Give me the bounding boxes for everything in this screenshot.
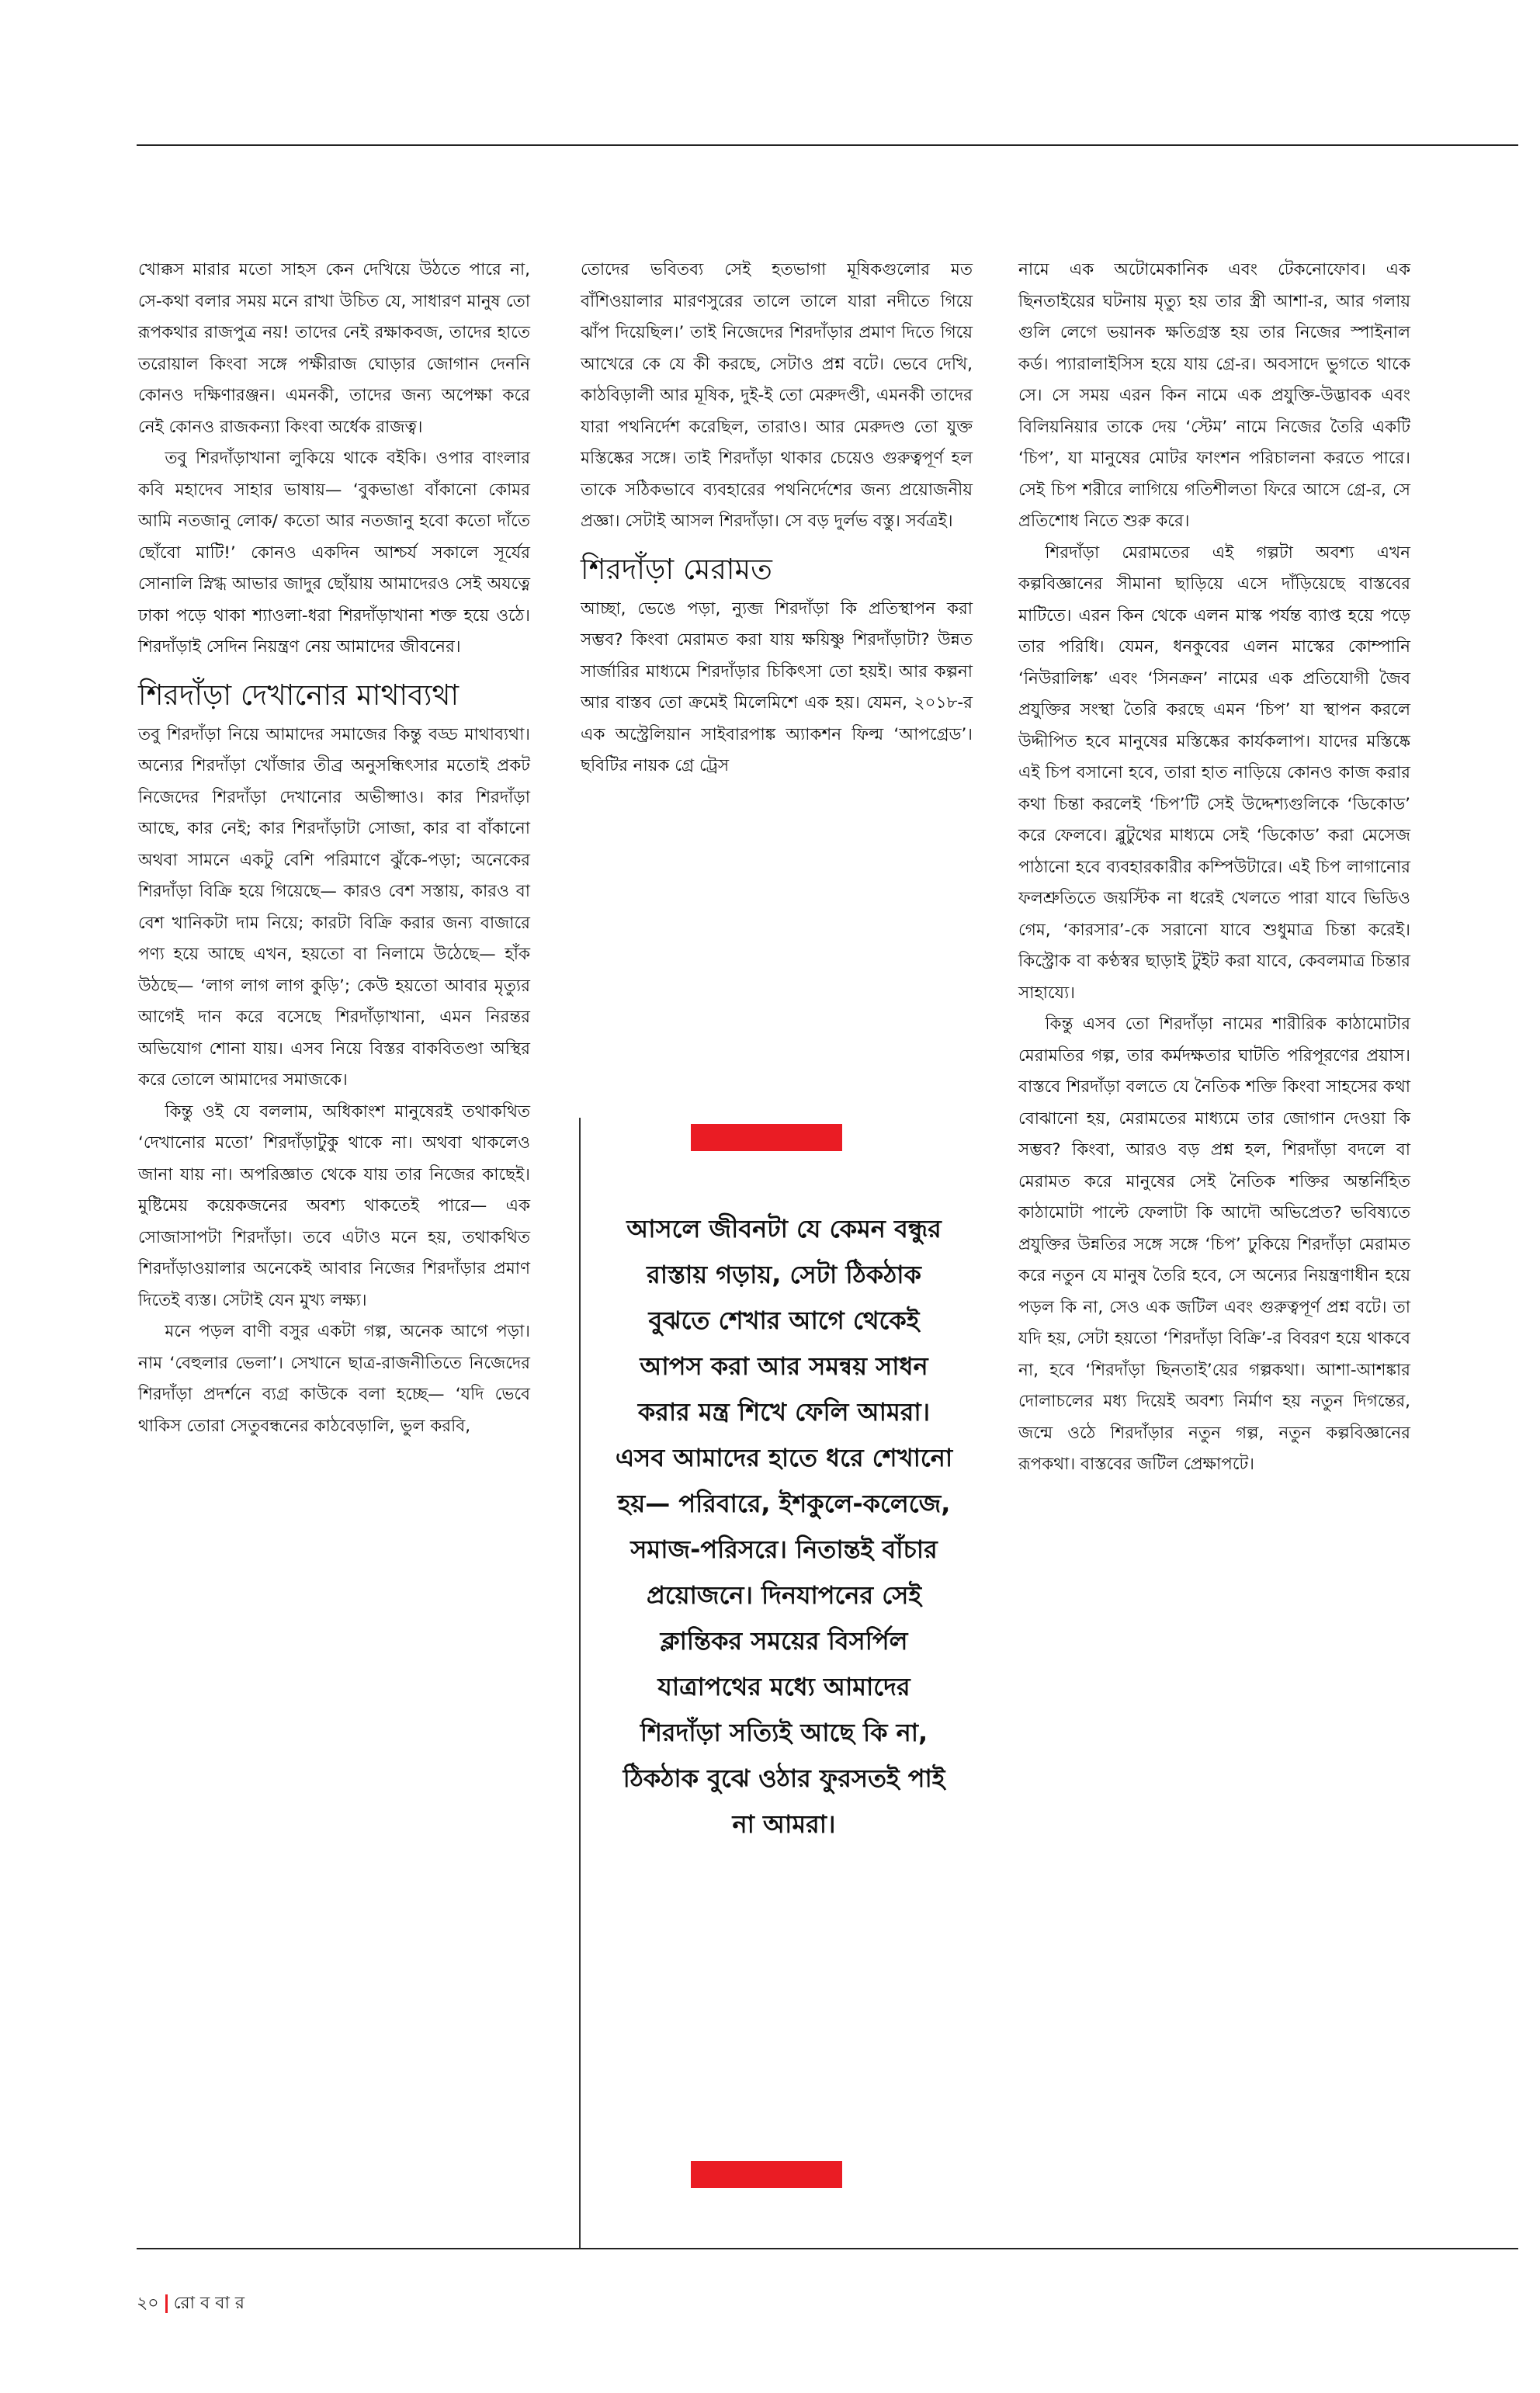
paragraph: শিরদাঁড়া মেরামতের এই গল্পটা অবশ্য এখন কল্পবিজ্ঞানের সীমানা ছাড়িয়ে এসে দাঁড়িয়েছে বাস্তবের মাটিতে। এরন কিন থেকে এলন মাস্ক পর্যন্ত ব্যাপ্ত হয়ে পড়ে তার পরিধি। যেমন, ধনকুবের এলন মাস্কের কোম্পানি ‘নিউরালিঙ্ক’ এবং ‘সিনক্রন’ নামের এক প্রতিযোগী জৈব প্রযুক্তির সংস্থা তৈরি করছে এমন ‘চিপ’ যা স্থাপন করলে উদ্দীপিত হবে মানুষের মস্তিষ্কের কার্যকলাপ। যাদের মস্তিষ্কে এই চিপ বসানো হবে, তারা হাত নাড়িয়ে কোনও কাজ করার কথা চিন্তা করলেই ‘চিপ’টি সেই উদ্দেশ্যগুলিকে ‘ডিকোড’ করে ফেলবে। ব্লুটুথের মাধ্যমে সেই ‘ডিকোড’ করা মেসেজ পাঠানো হবে ব্যবহারকারীর কম্পিউটারে। এই চিপ লাগানোর ফলশ্রুতিতে জয়স্টিক না ধরেই খেলতে পারা যাবে ভিডিও গেম, ‘কারসার’-কে সরানো যাবে শুধুমাত্র চিন্তা করেই। কিস্ট্রোক বা কণ্ঠস্বর ছাড়াই টুইট করা যাবে, কেবলমাত্র চিন্তার সাহায্যে।	[1018, 543, 1410, 1003]
column-2	[581, 255, 973, 782]
pull-quote	[613, 1124, 978, 2242]
paragraph: তবু শিরদাঁড়া নিয়ে আমাদের সমাজের কিন্তু বড্ড মাথাব্যথা। অন্যের শিরদাঁড়া খোঁজার তীব্র অনুসন্ধিৎসার মতোই প্রকট নিজেদের শিরদাঁড়া দেখানোর অভীপ্সাও। কার শিরদাঁড়া আছে, কার নেই; কার শিরদাঁড়াটা সোজা, কার বা বাঁকানো অথবা সামনে একটু বেশি পরিমাণে ঝুঁকে-পড়া; অনেকের শিরদাঁড়া বিক্রি হয়ে গিয়েছে— কারও বেশ সস্তায়, কারও বা বেশ খানিকটা দাম নিয়ে; কারটা বিক্রি করার জন্য বাজারে পণ্য হয়ে আছে এখন, হয়তো বা নিলামে উঠেছে— হাঁক উঠছে— ‘লাগ লাগ লাগ কুড়ি’; কেউ হয়তো আবার মৃত্যুর আগেই দান করে বসেছে শিরদাঁড়াখানা, এমন নিরন্তর অভিযোগ শোনা যায়। এসব নিয়ে বিস্তর বাকবিতণ্ডা অস্থির করে তোলে আমাদের সমাজকে।	[138, 724, 530, 1090]
section-heading: শিরদাঁড়া দেখানোর মাথাব্যথা	[138, 678, 460, 712]
paragraph: কিন্তু ওই যে বললাম, অধিকাংশ মানুষেরই তথাকথিত ‘দেখানোর মতো’ শিরদাঁড়াটুকু থাকে না। অথবা থাকলেও জানা যায় না। অপরিজ্ঞাত থেকে যায় তার নিজের কাছেই। মুষ্টিমেয় কয়েকজনের অবশ্য থাকতেই পারে— এক সোজাসাপটা শিরদাঁড়া। তবে এটাও মনে হয়, তথাকথিত শিরদাঁড়াওয়ালার অনেকেই আবার নিজের শিরদাঁড়ার প্রমাণ দিতেই ব্যস্ত। সেটাই যেন মুখ্য লক্ষ্য।	[138, 1101, 530, 1310]
pull-quote-accent-bar-bottom	[691, 2161, 842, 2188]
paragraph: মনে পড়ল বাণী বসুর একটা গল্প, অনেক আগে পড়া। নাম ‘বেহুলার ভেলা’। সেখানে ছাত্র-রাজনীতিতে নিজেদের শিরদাঁড়া প্রদর্শনে ব্যগ্র কাউকে বলা হচ্ছে— ‘যদি ভেবে থাকিস তোরা সেতুবন্ধনের কাঠবেড়ালি, ভুল করবি,	[138, 1322, 530, 1436]
column-1	[138, 255, 530, 1442]
paragraph: আচ্ছা, ভেঙে পড়া, ন্যুব্জ শিরদাঁড়া কি প্রতিস্থাপন করা সম্ভব? কিংবা মেরামত করা যায় ক্ষয়িষ্ণু শিরদাঁড়াটা? উন্নত সার্জারির মাধ্যমে শিরদাঁড়ার চিকিৎসা তো হয়ই। আর কল্পনা আর বাস্তব তো ক্রমেই মিলেমিশে এক হয়। যেমন, ২০১৮-র এক অস্ট্রেলিয়ান সাইবারপাঙ্ক অ্যাকশন ফিল্ম ‘আপগ্রেড’। ছবিটির নায়ক গ্রে ট্রেস	[581, 598, 973, 775]
pull-quote-text: আসলে জীবনটা যে কেমন বন্ধুর রাস্তায় গড়ায়, সেটা ঠিকঠাক বুঝতে শেখার আগে থেকেই আপস করা আর সমন্বয় সাধন করার মন্ত্র শিখে ফেলি আমরা। এসব আমাদের হাতে ধরে শেখানো হয়— পরিবারে, ইশকুলে-কলেজে, সমাজ-পরিসরে। নিতান্তই বাঁচার প্রয়োজনে। দিনযাপনের সেই ক্লান্তিকর সময়ের বিসর্পিল যাত্রাপথের মধ্যে আমাদের শিরদাঁড়া সত্যিই আছে কি না, ঠিকঠাক বুঝে ওঠার ফুরসতই পাই না আমরা।	[615, 1214, 953, 1839]
footer-separator	[165, 2294, 168, 2313]
publication-name: রো ব বা র	[173, 2294, 245, 2313]
bottom-rule	[137, 2248, 1518, 2249]
paragraph: খোক্কস মারার মতো সাহস কেন দেখিয়ে উঠতে পারে না, সে-কথা বলার সময় মনে রাখা উচিত যে, সাধারণ মানুষ তো রূপকথার রাজপুত্র নয়! তাদের নেই রক্ষাকবজ, তাদের হাতে তরোয়াল কিংবা সঙ্গে পক্ষীরাজ ঘোড়ার জোগান দেননি কোনও দক্ষিণারঞ্জন। এমনকী, তাদের জন্য অপেক্ষা করে নেই কোনও রাজকন্যা কিংবা অর্ধেক রাজত্ব।	[138, 260, 530, 437]
paragraph: কিন্তু এসব তো শিরদাঁড়া নামের শারীরিক কাঠামোটার মেরামতির গল্প, তার কর্মদক্ষতার ঘাটতি পরিপূরণের প্রয়াস। বাস্তবে শিরদাঁড়া বলতে যে নৈতিক শক্তি কিংবা সাহসের কথা বোঝানো হয়, মেরামতের মাধ্যমে তার জোগান দেওয়া কি সম্ভব? কিংবা, আরও বড় প্রশ্ন হল, শিরদাঁড়া বদলে বা মেরামত করে মানুষের সেই নৈতিক শক্তির অন্তর্নিহিত কাঠামোটা পাল্টে ফেলাটা কি আদৌ অভিপ্রেত? ভবিষ্যতে প্রযুক্তির উন্নতির সঙ্গে সঙ্গে ‘চিপ’ ঢুকিয়ে শিরদাঁড়া মেরামত করে নতুন যে মানুষ তৈরি হবে, সে অন্যের নিয়ন্ত্রণাধীন হয়ে পড়ল কি না, সেও এক জটিল এবং গুরুত্বপূর্ণ প্রশ্ন বটে। তা যদি হয়, সেটা হয়তো ‘শিরদাঁড়া বিক্রি’-র বিবরণ হয়ে থাকবে না, হবে ‘শিরদাঁড়া ছিনতাই’য়ের গল্পকথা। আশা-আশঙ্কার দোলাচলের মধ্য দিয়েই অবশ্য নির্মাণ হয় নতুন দিগন্তের, জন্মে ওঠে শিরদাঁড়ার নতুন গল্প, নতুন কল্পবিজ্ঞানের রূপকথা। বাস্তবের জটিল প্রেক্ষাপটে।	[1018, 1014, 1410, 1474]
paragraph: তোদের ভবিতব্য সেই হতভাগা মূষিকগুলোর মত বাঁশিওয়ালার মারণসুরের তালে তালে যারা নদীতে গিয়ে ঝাঁপ দিয়েছিল।’ তাই নিজেদের শিরদাঁড়ার প্রমাণ দিতে গিয়ে আখেরে কে যে কী করছে, সেটাও প্রশ্ন বটে। ভেবে দেখি, কাঠবিড়ালী আর মূষিক, দুই-ই তো মেরুদণ্ডী, এমনকী তাদের যারা পথনির্দেশ করেছিল, তারাও। আর মেরুদণ্ড তো যুক্ত মস্তিষ্কের সঙ্গে। তাই শিরদাঁড়া থাকার চেয়েও গুরুত্বপূর্ণ হল তাকে সঠিকভাবে ব্যবহারের পথনির্দেশের জন্য প্রয়োজনীয় প্রজ্ঞা। সেটাই আসল শিরদাঁড়া। সে বড় দুর্লভ বস্তু। সর্বত্রই।	[581, 260, 973, 531]
paragraph: তবু শিরদাঁড়াখানা লুকিয়ে থাকে বইকি। ওপার বাংলার কবি মহাদেব সাহার ভাষায়— ‘বুকভাঙা বাঁকানো কোমর আমি নতজানু লোক/ কতো আর নতজানু হবো কতো দাঁতে ছোঁবো মাটি!’ কোনও একদিন আশ্চর্য সকালে সূর্যের সোনালি স্নিগ্ধ আভার জাদুর ছোঁয়ায় আমাদেরও সেই অযত্নে ঢাকা পড়ে থাকা শ্যাওলা-ধরা শিরদাঁড়াখানা শক্ত হয়ে ওঠে। শিরদাঁড়াই সেদিন নিয়ন্ত্রণ নেয় আমাদের জীবনের।	[138, 449, 530, 657]
section-heading: শিরদাঁড়া মেরামত	[581, 552, 772, 586]
column-divider	[579, 1118, 581, 2248]
paragraph: নামে এক অটোমেকানিক এবং টেকনোফোব। এক ছিনতাইয়ের ঘটনায় মৃত্যু হয় তার স্ত্রী আশা-র, আর গলায় গুলি লেগে ভয়ানক ক্ষতিগ্রস্ত হয় তার নিজের স্পাইনাল কর্ড। প্যারালাইসিস হয়ে যায় গ্রে-র। অবসাদে ভুগতে থাকে সে। সে সময় এরন কিন নামে এক প্রযুক্তি-উদ্ভাবক এবং বিলিয়নিয়ার তাকে দেয় ‘স্টেম’ নামে নিজের তৈরি একটি ‘চিপ’, যা মানুষের মোটর ফাংশন পরিচালনা করতে পারে। সেই চিপ শরীরে লাগিয়ে গতিশীলতা ফিরে আসে গ্রে-র, সে প্রতিশোধ নিতে শুরু করে।	[1018, 260, 1410, 531]
pull-quote-accent-bar-top	[691, 1124, 842, 1151]
page-number: ২০	[137, 2294, 159, 2313]
page-footer	[137, 2290, 245, 2318]
top-rule	[137, 144, 1518, 146]
column-3	[1018, 255, 1410, 1481]
